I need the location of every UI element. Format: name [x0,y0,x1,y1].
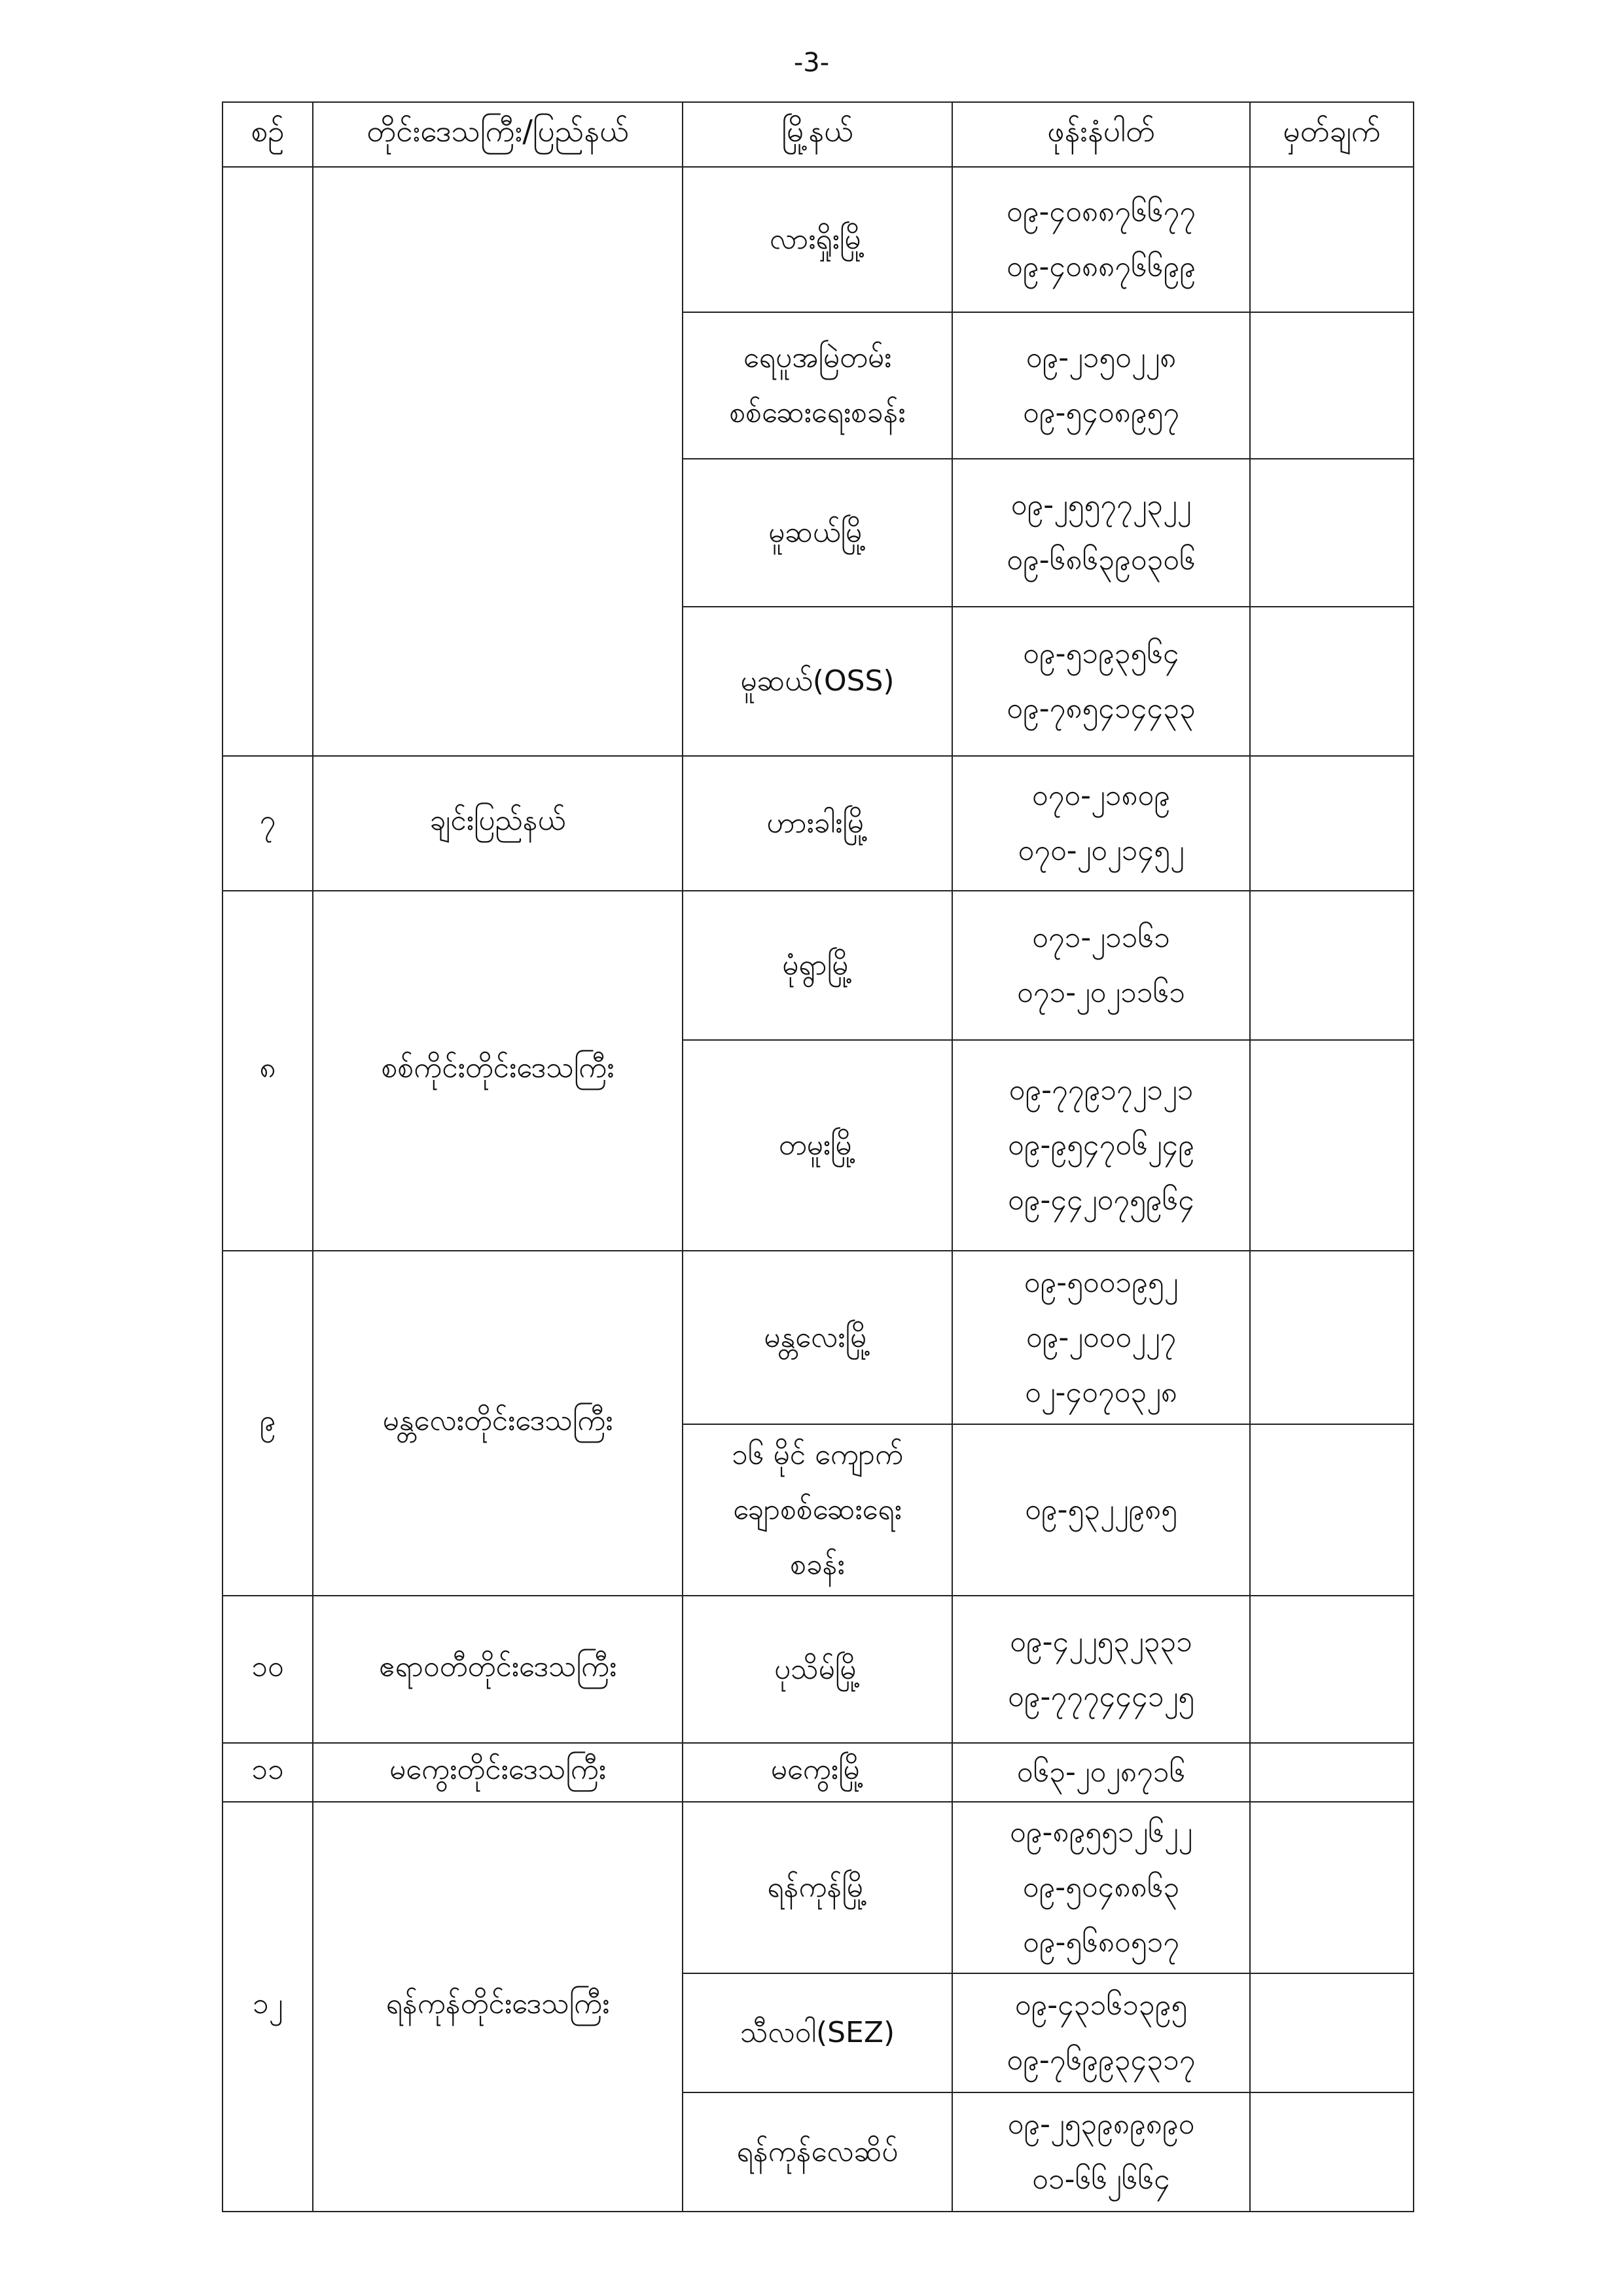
table-row [223,756,1414,891]
region-cell: ရန်ကုန်တိုင်းဒေသကြီး [313,1802,683,2212]
region-cell: မကွေးတိုင်းဒေသကြီး [313,1743,683,1802]
phone-number: ၀၉-၈၉၅၅၁၂၆၂၂ [1009,1816,1193,1849]
no-cell: ၁၀ [223,1596,313,1743]
table-row [223,1251,1414,1424]
phone-cell [952,2092,1250,2212]
township-line: စစ်ဆေးရေးစခန်း [729,396,906,429]
phone-cell [952,756,1250,891]
phone-number: ၀၇၀-၂၀၂၁၄၅၂ [1018,834,1185,867]
no-cell: ၇ [223,756,313,891]
phone-cell [952,1596,1250,1743]
township-cell [683,312,952,459]
no-cell: ၁၂ [223,1802,313,2212]
remark-cell [1250,1973,1414,2092]
township-cell: တမူးမြို့ [683,1040,952,1251]
township-cell: မူဆယ်မြို့ [683,459,952,607]
remark-cell [1250,1424,1414,1596]
phone-number: ၀၉-၇၈၅၄၁၄၄၃၃ [1007,692,1196,725]
remark-cell [1250,2092,1414,2212]
column-header-no: စဉ် [223,102,313,167]
phone-number: ၀၉-၂၅၃၉၈၉၈၉၀ [1007,2108,1195,2141]
region-cell: ချင်းပြည်နယ် [313,756,683,891]
phone-cell [952,167,1250,312]
region-cell [313,167,683,756]
phone-number: ၀၉-၅၀၄၈၈၆၃ [1022,1871,1180,1904]
phone-number: ၀၆၃-၂၀၂၈၇၁၆ [1016,1755,1186,1789]
phone-cell [952,1424,1250,1596]
phone-number: ၀၉-၂၅၅၇၇၂၃၂၂ [1010,488,1192,522]
phone-number: ၀၉-၇၇၉၁၇၂၁၂၁ [1008,1073,1194,1107]
phone-number: ၀၁-၆၆၂၆၆၄ [1032,2162,1170,2196]
township-cell: ရန်ကုန်မြို့ [683,1802,952,1973]
phone-number: ၀၉-၅၆၈၀၅၁၇ [1022,1926,1179,1959]
phone-number: ၀၉-၇၇၇၄၄၄၁၂၅ [1008,1679,1194,1713]
remark-cell [1250,1251,1414,1424]
column-header-remark: မှတ်ချက် [1250,102,1414,167]
remark-cell [1250,1040,1414,1251]
phone-cell [952,607,1250,756]
phone-number: ၀၇၁-၂၀၂၁၁၆၁ [1016,976,1186,1009]
phone-number: ၀၉-၅၃၂၂၉၈၅ [1025,1493,1177,1526]
region-cell: စစ်ကိုင်းတိုင်းဒေသကြီး [313,891,683,1251]
phone-cell [952,1973,1250,2092]
no-cell: ၈ [223,891,313,1251]
table-row [223,1743,1414,1802]
township-line: ချောစစ်ဆေးရေး [733,1493,902,1526]
township-cell: မူဆယ်(OSS) [683,607,952,756]
remark-cell [1250,1596,1414,1743]
phone-number: ၀၉-၆၈၆၃၉၀၃၀၆ [1007,543,1196,577]
phone-number: ၀၉-၅၄၀၈၉၅၇ [1022,396,1179,429]
phone-number: ၀၉-၄၃၁၆၁၃၉၅ [1014,1988,1188,2022]
phone-number: ၀၉-၇၆၉၉၃၄၃၁၇ [1007,2043,1196,2077]
township-line: ရေပူအမြဲတမ်း [743,341,892,374]
phone-cell [952,1802,1250,1973]
table-row [223,891,1414,1040]
page-number: -3- [793,48,830,78]
township-cell: ပုသိမ်မြို့ [683,1596,952,1743]
remark-cell [1250,1802,1414,1973]
township-line: စခန်း [790,1548,845,1581]
phone-cell [952,1040,1250,1251]
township-cell: မုံရွာမြို့ [683,891,952,1040]
township-cell: ဟားခါးမြို့ [683,756,952,891]
phone-number: ၀၇၁-၂၁၁၆၁ [1032,921,1170,954]
township-cell: မကွေးမြို့ [683,1743,952,1802]
phone-number: ၀၉-၄၀၈၈၇၆၆၉၉ [1007,250,1196,283]
region-cell: ဧရာဝတီတိုင်းဒေသကြီး [313,1596,683,1743]
township-cell: သီလဝါ(SEZ) [683,1973,952,2092]
remark-cell [1250,756,1414,891]
phone-number: ၀၉-၄၄၂၀၇၅၉၆၄ [1008,1183,1194,1217]
phone-cell [952,1743,1250,1802]
township-line: ၁၆ မိုင် ကျောက် [731,1438,904,1471]
column-header-phone: ဖုန်းနံပါတ် [952,102,1250,167]
no-cell: ၉ [223,1251,313,1596]
contacts-table [222,101,1414,2212]
phone-cell [952,312,1250,459]
column-header-region: တိုင်းဒေသကြီး/ပြည်နယ် [313,102,683,167]
phone-cell [952,1251,1250,1424]
township-cell: မန္တလေးမြို့ [683,1251,952,1424]
no-cell: ၁၁ [223,1743,313,1802]
township-cell [683,1424,952,1596]
phone-number: ၀၉-၉၅၄၇၀၆၂၄၉ [1008,1128,1194,1162]
township-cell: လားရှိုးမြို့ [683,167,952,312]
phone-number: ၀၉-၅၁၉၃၅၆၄ [1023,637,1179,670]
table-header-row [223,102,1414,167]
remark-cell [1250,1743,1414,1802]
table-row [223,1802,1414,1973]
remark-cell [1250,312,1414,459]
phone-number: ၀၇၀-၂၁၈၀၉ [1031,779,1171,812]
region-cell: မန္တလေးတိုင်းဒေသကြီး [313,1251,683,1596]
township-cell: ရန်ကုန်လေဆိပ် [683,2092,952,2212]
phone-number: ၀၉-၂၁၅၀၂၂၈ [1026,341,1177,374]
phone-number: ၀၂-၄၀၇၀၃၂၈ [1025,1375,1177,1409]
phone-number: ၀၉-၅၀၀၁၉၅၂ [1024,1265,1179,1299]
remark-cell [1250,167,1414,312]
phone-number: ၀၉-၄၂၂၅၃၂၃၃၁ [1010,1624,1192,1659]
remark-cell [1250,607,1414,756]
column-header-township: မြို့နယ် [683,102,952,167]
table-row [223,167,1414,312]
table-row [223,1596,1414,1743]
remark-cell [1250,459,1414,607]
remark-cell [1250,891,1414,1040]
phone-cell [952,459,1250,607]
phone-number: ၀၉-၄၀၈၈၇၆၆၇၇ [1007,195,1196,228]
phone-number: ၀၉-၂၀၀၀၂၂၇ [1026,1320,1177,1354]
phone-cell [952,891,1250,1040]
no-cell [223,167,313,756]
